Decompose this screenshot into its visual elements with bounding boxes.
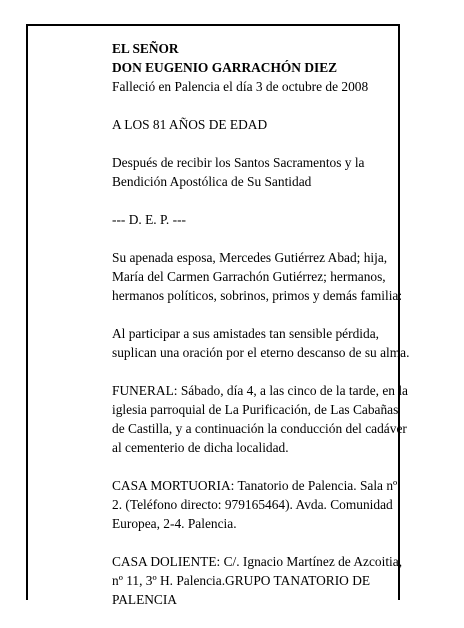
family-line-1: Su apenada esposa, Mercedes Gutiérrez Abad; hija, [112,250,388,265]
header-block [112,39,420,96]
mortuary-block [112,476,420,533]
title-line: EL SEÑOR [112,41,179,56]
age-line: A LOS 81 AÑOS DE EDAD [112,117,268,132]
request-line-1: Al participar a sus amistades tan sensible pérdida, [112,326,379,341]
request-block [112,324,420,362]
family-line-2: María del Carmen Garrachón Gutiérrez; hermanos, [112,269,386,284]
request-line-2: suplican una oración por el eterno descanso de su alma. [112,345,410,360]
sacraments-line-2: Bendición Apostólica de Su Santidad [112,174,312,189]
mourning-house-line-2: nº 11, 3º H. Palencia.GRUPO TANATORIO DE [112,573,371,588]
sacraments-line-1: Después de recibir los Santos Sacramentos y la [112,155,365,170]
mourning-house-block [112,552,420,609]
mourning-house-line-3: PALENCIA [112,592,177,607]
funeral-line-4: al cementerio de dicha localidad. [112,440,289,455]
family-line-3: hermanos políticos, sobrinos, primos y demás familia: [112,288,403,303]
deceased-name: DON EUGENIO GARRACHÓN DIEZ [112,60,338,75]
funeral-line-1: FUNERAL: Sábado, día 4, a las cinco de la tarde, en la [112,383,408,398]
funeral-line-3: de Castilla, y a continuación la conducción del cadáver [112,421,407,436]
death-date-line: Falleció en Palencia el día 3 de octubre de 2008 [112,79,369,94]
funeral-block [112,381,420,457]
mortuary-line-3: Europea, 2-4. Palencia. [112,516,237,531]
family-block [112,248,420,305]
obituary-text [112,39,420,628]
funeral-line-2: iglesia parroquial de La Purificación, de Las Cabañas [112,402,399,417]
sacraments-block [112,153,420,191]
mourning-house-line-1: CASA DOLIENTE: C/. Ignacio Martínez de Azcoitia, [112,554,403,569]
mortuary-line-1: CASA MORTUORIA: Tanatorio de Palencia. Sala nº [112,478,398,493]
rip-line: --- D. E. P. --- [112,212,187,227]
mortuary-line-2: 2. (Teléfono directo: 979165464). Avda. Comunidad [112,497,393,512]
